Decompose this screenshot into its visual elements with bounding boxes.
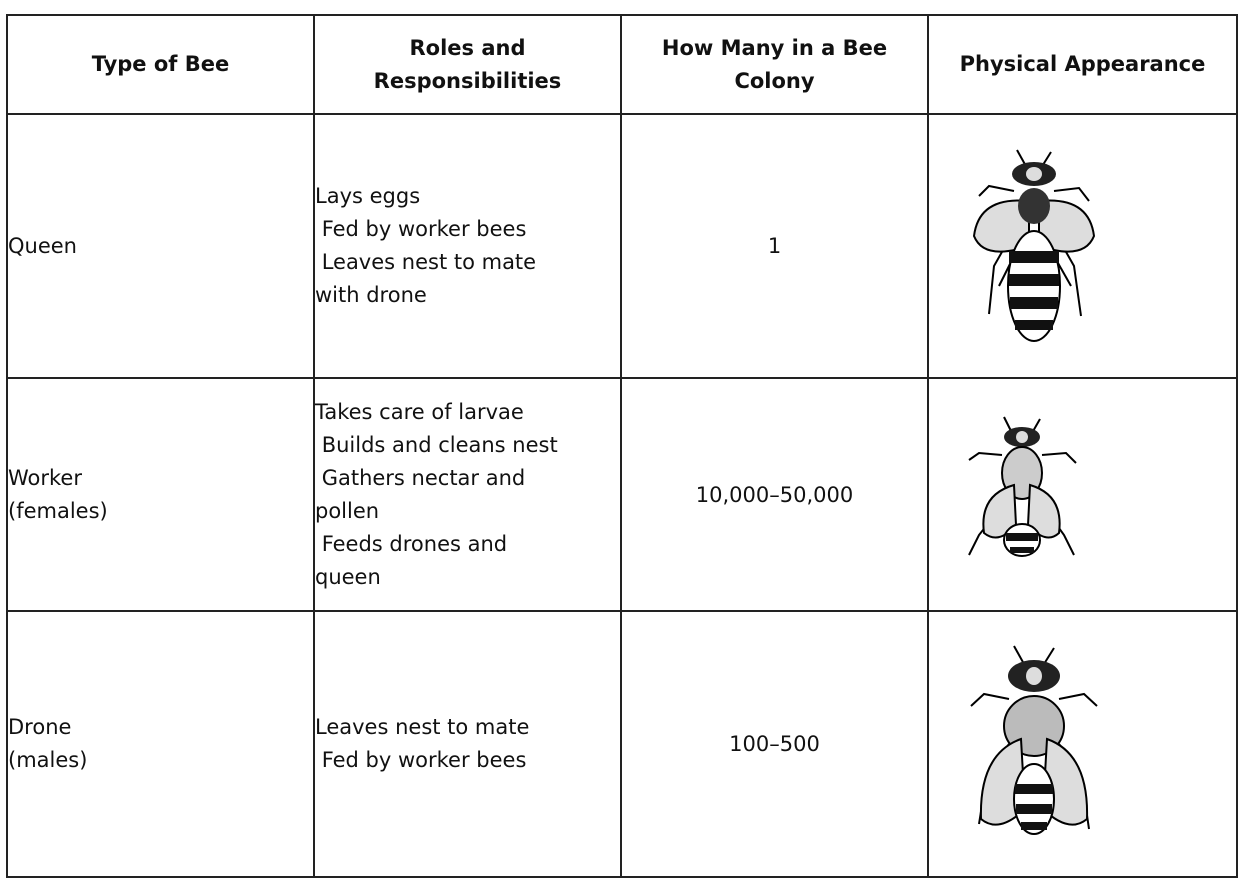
role-line: queen — [315, 564, 381, 589]
queen-bee-icon — [959, 146, 1109, 346]
role-line: Leaves nest to mate — [315, 715, 530, 739]
role-line: with drone — [315, 283, 427, 307]
table-row — [7, 378, 1237, 611]
bee-type-cell: Worker (females) — [7, 378, 314, 611]
table-row — [7, 611, 1237, 877]
role-line: Gathers nectar and — [315, 465, 526, 490]
bee-type-cell: Queen — [7, 114, 314, 378]
bee-types-table — [6, 14, 1238, 878]
colony-count-cell: 10,000–50,000 — [621, 378, 928, 611]
header-roles-text: Roles and Responsibilities — [373, 35, 562, 93]
header-count — [621, 15, 928, 114]
roles-cell — [314, 378, 621, 611]
roles-cell — [314, 114, 621, 378]
worker-bee-icon — [954, 415, 1094, 575]
role-line: Feeds drones and — [315, 531, 508, 556]
role-line: Takes care of larvae — [315, 399, 524, 424]
table-header-row — [7, 15, 1237, 114]
appearance-cell — [928, 378, 1237, 611]
table-row — [7, 114, 1237, 378]
header-type: Type of Bee — [7, 15, 314, 114]
roles-cell — [314, 611, 621, 877]
drone-bee-icon — [959, 644, 1109, 844]
colony-count-cell: 1 — [621, 114, 928, 378]
role-line: pollen — [315, 498, 380, 523]
header-roles — [314, 15, 621, 114]
colony-count-cell: 100–500 — [621, 611, 928, 877]
role-line: Lays eggs — [315, 184, 421, 208]
header-count-text: How Many in a Bee Colony — [661, 35, 888, 93]
appearance-cell — [928, 114, 1237, 378]
appearance-cell — [928, 611, 1237, 877]
role-line: Fed by worker bees — [315, 748, 527, 772]
role-line: Builds and cleans nest — [315, 432, 558, 457]
header-appearance: Physical Appearance — [928, 15, 1237, 114]
role-line: Fed by worker bees — [315, 217, 527, 241]
role-line: Leaves nest to mate — [315, 250, 537, 274]
bee-type-cell: Drone (males) — [7, 611, 314, 877]
